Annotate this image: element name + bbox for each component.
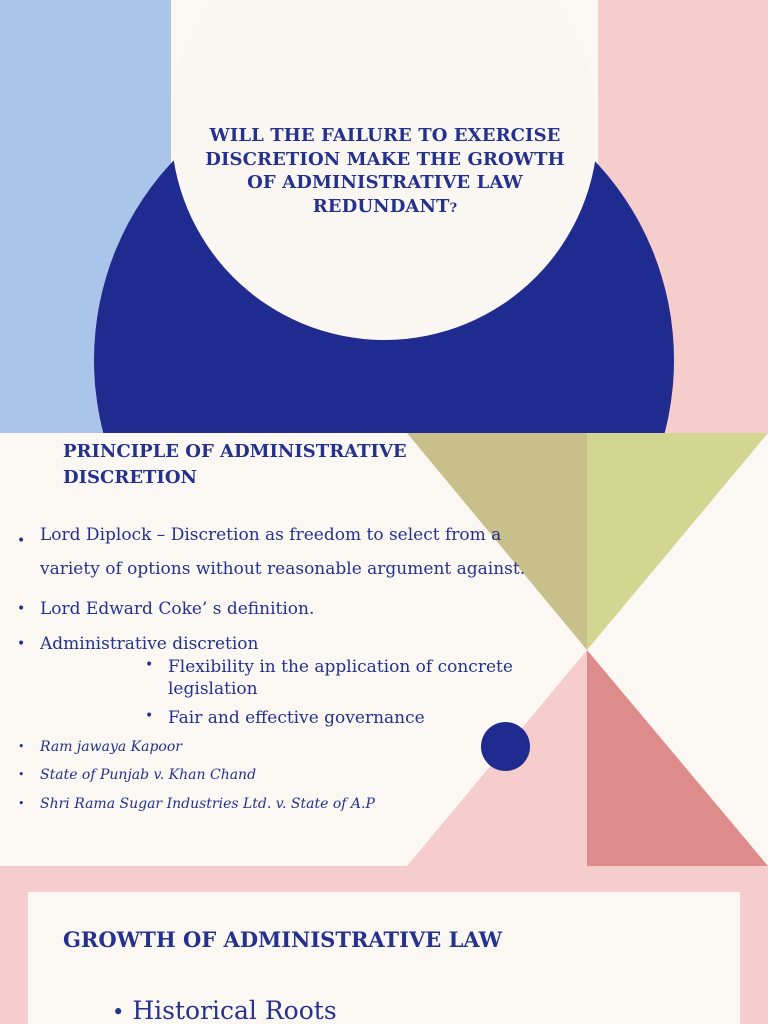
title-question-mark: ? [449,200,458,216]
yellow-green-triangle [587,433,768,650]
bullet-dot: • [18,797,25,810]
bullet-dot: • [145,657,154,673]
navy-dot [481,722,530,771]
sub-list-item-text [168,656,513,700]
case-text: Shri Rama Sugar Industries Ltd. v. State of A.P [40,796,375,812]
sub-list-item-line: legislation [168,679,258,699]
slide-principle [0,433,768,866]
bullet-dot: • [17,533,26,549]
list-item-text: Lord Edward Coke’ s definition. [40,599,315,619]
case-text: State of Punjab v. Khan Chand [40,767,257,783]
bullet-dot: • [18,768,25,781]
bullet-dot: • [18,740,25,753]
list-item-line: Lord Diplock – Discretion as freedom to select from a [40,525,502,545]
list-item-line: variety of options without reasonable argument against. [40,559,526,579]
bullet-dot: • [145,708,154,724]
case-text: Ram jawaya Kapoor [40,739,182,755]
slide-title-text [190,124,580,220]
bullet-dot: • [17,636,26,652]
content-card [28,892,740,1024]
list-item-text: Administrative discretion [40,634,259,654]
slide-title [0,0,768,433]
growth-heading: GROWTH OF ADMINISTRATIVE LAW [63,927,503,952]
salmon-triangle [587,650,768,866]
section-heading [63,439,443,491]
list-item-text: Historical Roots [132,996,337,1024]
bullet-dot: • [17,601,26,617]
bullet-dot: • [112,1000,125,1024]
heading-line-1: PRINCIPLE OF ADMINISTRATIVE [63,441,407,462]
list-item [112,996,337,1024]
list-item-text [40,518,525,586]
heading-line-2: DISCRETION [63,467,197,488]
sub-list-item-text: Fair and effective governance [168,708,425,728]
title-main: WILL THE FAILURE TO EXERCISE DISCRETION MAKE THE GROWTH OF ADMINISTRATIVE LAW REDUNDANT [205,125,565,217]
slide-growth [0,866,768,1024]
sub-list-item-line: Flexibility in the application of concrete [168,657,513,677]
